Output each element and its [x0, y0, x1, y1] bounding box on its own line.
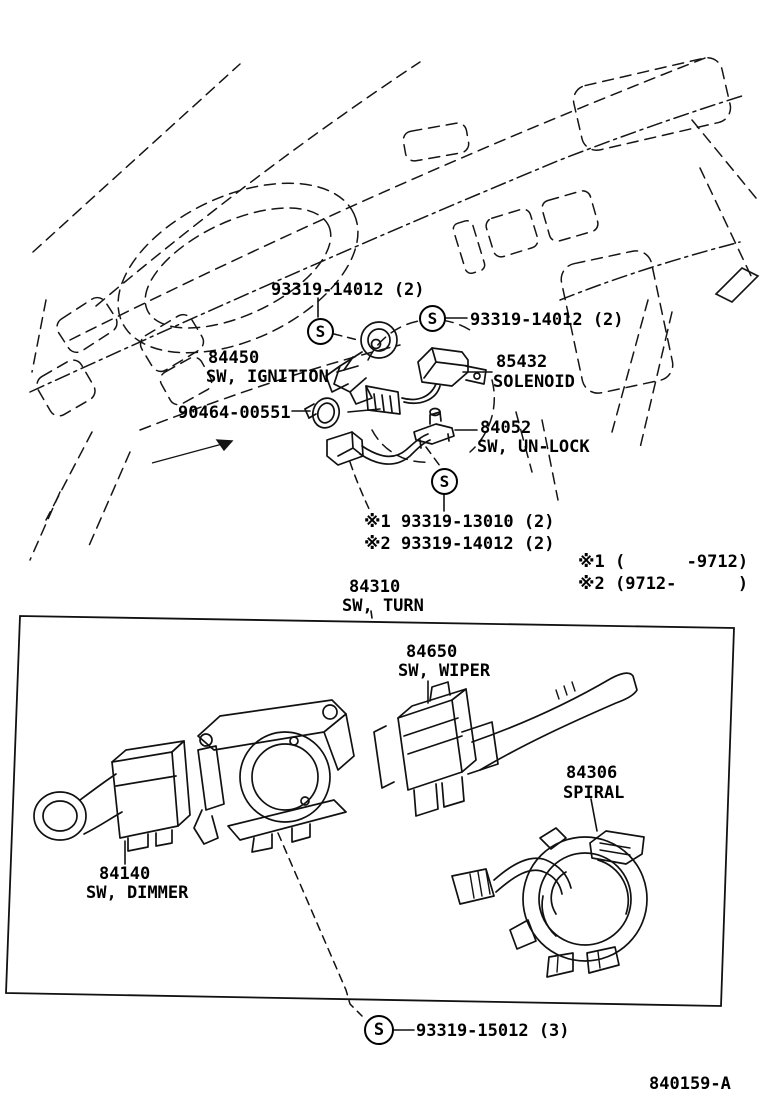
- screw-symbol-ignition: [307, 318, 334, 345]
- part-label-dimmer: 84140: [99, 864, 151, 884]
- clamp-drawing: [305, 395, 343, 432]
- part-name-spiral: SPIRAL: [563, 783, 625, 803]
- applicability-line-1: ※1 ( -9712): [578, 552, 749, 572]
- part-name-unlock: SW, UN-LOCK: [477, 437, 590, 457]
- screw-symbol-letter: S: [439, 472, 450, 491]
- part-name-turn: SW, TURN: [342, 596, 424, 616]
- unlock-switch-drawing: [327, 409, 454, 466]
- spiral-cable-drawing: [452, 828, 647, 977]
- screw-symbol-solenoid: [419, 305, 446, 332]
- sheet-code: 840159-A: [649, 1074, 731, 1094]
- turn-switch-drawing: [194, 700, 354, 852]
- part-name-wiper: SW, WIPER: [398, 661, 491, 681]
- part-label-solenoid: 85432: [496, 352, 548, 372]
- part-label-screw-right: 93319-14012 (2): [470, 310, 624, 330]
- dimmer-switch-drawing: [34, 741, 190, 851]
- dashboard-outline-art: [30, 55, 756, 560]
- part-name-solenoid: SOLENOID: [493, 372, 575, 392]
- part-label-screw-top: 93319-14012 (2): [271, 280, 425, 300]
- part-label-spiral: 84306: [566, 763, 618, 783]
- part-label-screw-bottom: 93319-15012 (3): [416, 1021, 570, 1041]
- part-label-ignition: 84450: [208, 348, 260, 368]
- screw-symbol-unlock: [431, 468, 458, 495]
- part-label-turn: 84310: [349, 577, 401, 597]
- screw-symbol-letter: S: [315, 322, 326, 341]
- part-label-unlock: 84052: [480, 418, 532, 438]
- note-line-2: ※2 93319-14012 (2): [364, 534, 555, 554]
- part-name-ignition: SW, IGNITION: [206, 367, 329, 387]
- screw-symbol-bottom: [364, 1015, 394, 1045]
- part-name-dimmer: SW, DIMMER: [86, 883, 189, 903]
- direction-arrow: [152, 440, 232, 463]
- part-label-wiper: 84650: [406, 642, 458, 662]
- right-edge-trim-piece: [716, 268, 758, 302]
- screw-symbol-letter: S: [373, 1020, 385, 1040]
- note-line-1: ※1 93319-13010 (2): [364, 512, 555, 532]
- applicability-line-2: ※2 (9712- ): [578, 574, 749, 594]
- screw-symbol-letter: S: [427, 309, 438, 328]
- part-label-clamp: 90464-00551: [178, 403, 291, 423]
